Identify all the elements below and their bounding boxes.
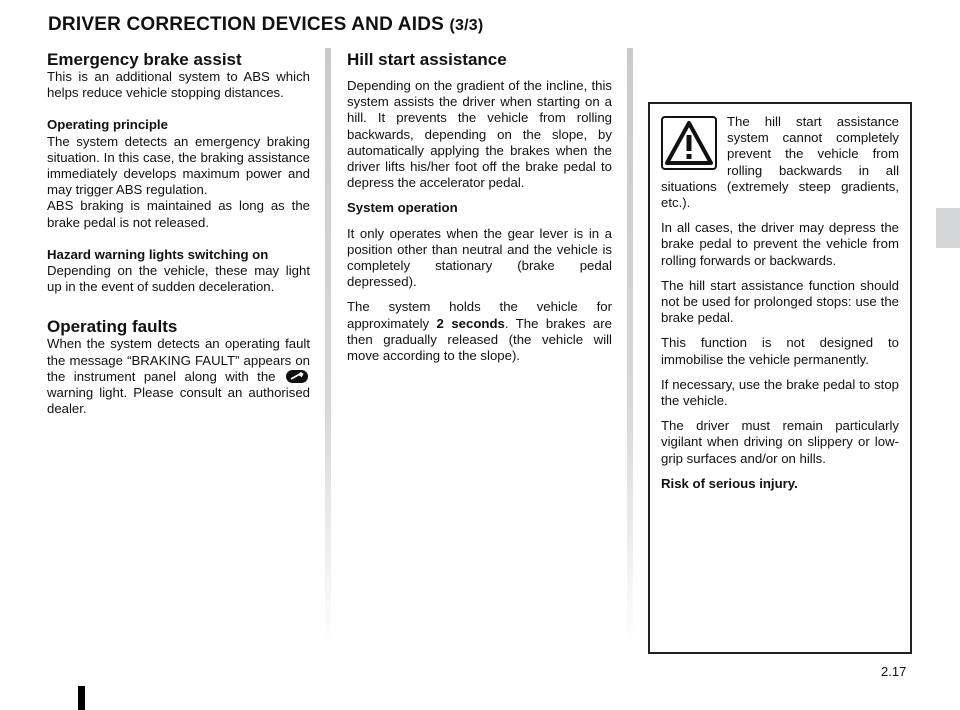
system-operation-text-1: It only operates when the gear lever is in a position other than neutral and the vehicle is completely stationary (brake pedal depressed). — [347, 225, 612, 290]
hill-start-intro: Depending on the gradient of the incline, this system assists the driver when starting on a hill. It prevents the vehicle from rolling backwards, depending on the slope, by automatically applying the brakes when the driver lifts his/her foot off the brake pedal to depress the accelerator pedal. — [347, 78, 612, 191]
warning-text-7: Risk of serious injury. — [661, 475, 798, 491]
warning-text-5: If necessary, use the brake pedal to stop the vehicle. — [661, 376, 899, 409]
wrench-warning-icon — [286, 370, 308, 383]
system-operation-text-2b: . The brakes are then gradually released (the vehicle will move according to the slope). — [347, 315, 612, 364]
section-tab — [936, 208, 960, 248]
warning-text-4: This function is not designed to immobilise the vehicle permanently. — [661, 335, 899, 367]
system-operation-text-2a: The system holds the vehicle for approximately — [347, 299, 612, 331]
faults-text — [47, 336, 310, 417]
system-operation-text-2 — [347, 299, 612, 364]
page-title — [48, 14, 483, 36]
faults-heading: Operating faults — [47, 317, 178, 337]
page-title-text: DRIVER CORRECTION DEVICES AND AIDS — [48, 14, 444, 35]
column-separator-1 — [325, 48, 331, 648]
principle-text-1: The system detects an emergency braking situation. In this case, the braking assistance immediately develops maximum power and may trigger ABS regulation. — [47, 133, 310, 198]
principle-heading: Operating principle — [47, 117, 168, 133]
warning-text-6: The driver must remain particularly vigilant when driving on slippery or low-grip surfaces and/or on hills. — [661, 418, 899, 466]
faults-text-b: warning light. Please consult an authorised dealer. — [47, 385, 310, 417]
left-column — [47, 50, 310, 417]
hazard-heading: Hazard warning lights switching on — [47, 246, 269, 262]
column-separator-2 — [627, 48, 633, 648]
hazard-text: Depending on the vehicle, these may light up in the event of sudden deceleration. — [47, 263, 310, 295]
page-marker — [78, 686, 85, 710]
warning-text-3: The hill start assistance function should not be used for prolonged stops: use the brake pedal. — [661, 277, 899, 326]
faults-text-a: When the system detects an operating fault the message “BRAKING FAULT” appears on the instrument panel along with the — [47, 336, 310, 384]
principle-text-2: ABS braking is maintained as long as the brake pedal is not released. — [47, 198, 310, 230]
warning-text-2: In all cases, the driver may depress the brake pedal to prevent the vehicle from rolling forwards or backwards. — [661, 220, 899, 268]
warning-box — [648, 102, 912, 654]
warning-text-1: The hill start assistance system cannot completely prevent the vehicle from rolling backwards in all situations (extremely steep gradients, etc.). — [661, 114, 899, 211]
system-operation-duration: 2 seconds — [436, 315, 505, 331]
warning-triangle-icon — [661, 116, 717, 170]
middle-column — [347, 50, 612, 373]
system-operation-heading: System operation — [347, 200, 458, 216]
eba-text: This is an additional system to ABS which helps reduce vehicle stopping distances. — [47, 69, 310, 101]
eba-heading: Emergency brake assist — [47, 50, 242, 69]
hill-start-heading: Hill start assistance — [347, 50, 507, 69]
page-number: 2.17 — [881, 664, 907, 679]
page-title-part: (3/3) — [449, 17, 484, 34]
